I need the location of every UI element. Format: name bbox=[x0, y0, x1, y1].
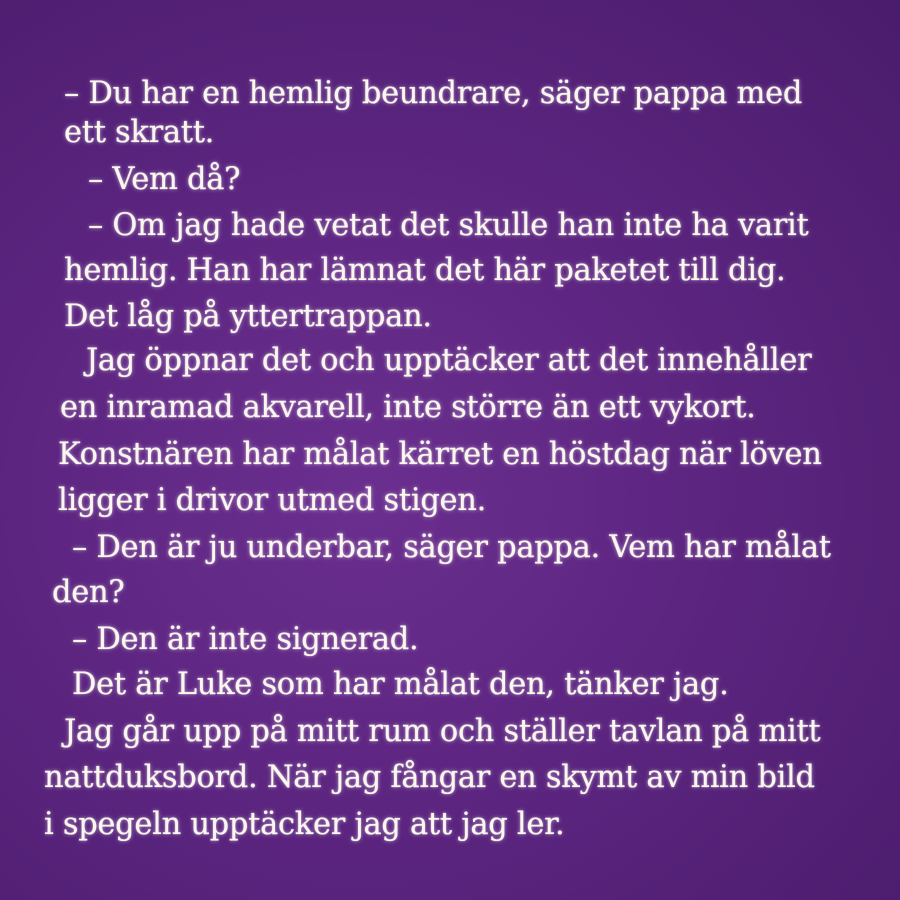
text-line: – Om jag hade vetat det skulle han inte ha varit bbox=[88, 208, 809, 243]
text-line: – Vem då? bbox=[88, 162, 241, 197]
text-line: den? bbox=[52, 575, 125, 610]
text-line: Jag går upp på mitt rum och ställer tavlan på mitt bbox=[64, 714, 821, 749]
text-line: i spegeln upptäcker jag att jag ler. bbox=[44, 807, 565, 842]
text-line: ligger i drivor utmed stigen. bbox=[58, 483, 487, 518]
text-line: Jag öppnar det och upptäcker att det innehåller bbox=[86, 343, 812, 378]
text-line: – Du har en hemlig beundrare, säger pappa med bbox=[64, 76, 803, 111]
text-line: Det låg på yttertrappan. bbox=[64, 299, 432, 334]
text-line: hemlig. Han har lämnat det här paketet till dig. bbox=[64, 253, 786, 288]
text-line: nattduksbord. När jag fångar en skymt av min bild bbox=[44, 760, 815, 795]
text-line: ett skratt. bbox=[64, 115, 215, 150]
text-line: Det är Luke som har målat den, tänker jag. bbox=[72, 667, 729, 702]
text-line: – Den är inte signerad. bbox=[72, 622, 419, 657]
text-line: – Den är ju underbar, säger pappa. Vem har målat bbox=[72, 530, 831, 565]
text-line: Konstnären har målat kärret en höstdag när löven bbox=[58, 437, 822, 472]
text-line: en inramad akvarell, inte större än ett vykort. bbox=[60, 390, 756, 425]
